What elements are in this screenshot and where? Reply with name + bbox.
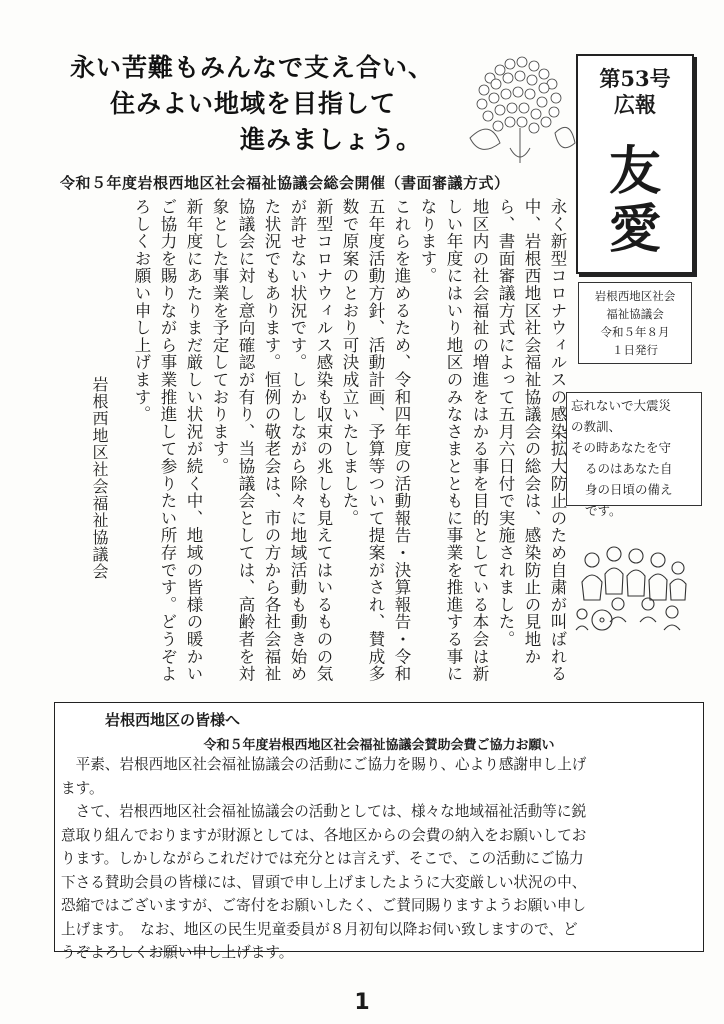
notice-line: うぞよろしくお願い申し上げます。 bbox=[61, 944, 294, 961]
article-paragraph: 地区内の社会福祉の増進をはかる事を目的としている本会は新しい年度にはいり地区のみなさまとともに事業を推進する事になります。 bbox=[418, 198, 489, 683]
disaster-line-1: 忘れないで大震災 bbox=[571, 398, 672, 413]
article-paragraph: これらを進めるため、令和四年度の活動報告・決算報告・令和五年度活動方針、活動計画、予算等ついて提案がされ、賛成多数で原案のとおり可決成立いたしました。 bbox=[340, 198, 411, 683]
donation-notice-box bbox=[54, 702, 704, 961]
disaster-reminder-box bbox=[566, 392, 702, 518]
article-paragraph: 新年度にあたりまだ厳しい状況が続く中、地域の皆様の暖かいご協力を賜りながら事業推進して参りたい所存です。どうぞよろしくお願い申し上げます。 bbox=[132, 198, 203, 683]
community-people-illustration bbox=[572, 542, 696, 634]
publisher-line-1: 岩根西地区社会 bbox=[594, 289, 676, 303]
article-title: 令和５年度岩根西地区社会福祉協議会総会開催（書面審議方式） bbox=[60, 174, 510, 192]
notice-line: 意取り組んでおりますが財源としては、各地区からの会費の納入をお願いしてお bbox=[61, 826, 587, 844]
disaster-line-5: 身の日頃の備え bbox=[585, 482, 673, 497]
notice-body bbox=[61, 753, 697, 965]
hydrangea-illustration bbox=[460, 48, 578, 166]
headline-line-2: 住みよい地域を目指して bbox=[110, 89, 397, 118]
headline bbox=[70, 50, 490, 158]
page-number: 1 bbox=[354, 990, 370, 1015]
article-paragraph: 新型コロナウィルス感染も収束の兆しも見えてはいるものの気が許せない状況です。しかしながら除々に地域活動も動き始めた状況でもあります。恒例の敬老会は、市の方から各社会福祉協議会に対し意向確認が有り、当協議会としては、高齢者を対象とした事業を予定しております。 bbox=[210, 198, 333, 683]
notice-line: ます。 bbox=[61, 779, 104, 797]
notice-line: 下さる賛助会員の皆様には、冒頭で申し上げましたように大変厳しい状況の中、 bbox=[61, 873, 587, 891]
notice-title: 令和５年度岩根西地区社会福祉協議会賛助会費ご協力お願い bbox=[203, 738, 555, 753]
headline-line-1: 永い苦難もみんなで支え合い、 bbox=[70, 53, 435, 82]
article-body bbox=[130, 198, 570, 698]
issue-number: 第53号 bbox=[599, 66, 671, 91]
notice-greeting: 岩根西地区の皆様へ bbox=[105, 711, 241, 729]
notice-line: 恐縮ではございますが、ご寄付をお願いしたく、ご賛同賜りますようお願い申し bbox=[61, 897, 587, 914]
newsletter-name-char-1: 友 bbox=[608, 141, 661, 202]
disaster-line-4: るのはあなた自 bbox=[585, 461, 673, 476]
disaster-line-2: の教訓、 bbox=[571, 419, 622, 434]
notice-line: 上げます。 なお、地区の民生児童委員が８月初旬以降お伺い致しますので、ど bbox=[61, 920, 578, 938]
disaster-line-3: その時あなたを守 bbox=[571, 440, 672, 455]
newsletter-name-char-2: 愛 bbox=[608, 199, 661, 260]
newsletter-title-box bbox=[576, 54, 694, 274]
issue-number-block bbox=[578, 66, 692, 118]
article-paragraph: 永く新型コロナウィルスの感染拡大防止のため自粛が叫ばれる中、岩根西地区社会福祉協議会の総会は、感染防止の見地から、書面審議方式によって五月六日付で実施されました。 bbox=[496, 198, 567, 683]
publish-date: 令和５年８月 bbox=[600, 325, 670, 339]
notice-line: 平素、岩根西地区社会福祉協議会の活動にご協力を賜り、心より感謝申し上げ bbox=[61, 756, 587, 773]
publisher-info-box bbox=[578, 282, 692, 364]
disaster-line-6: です。 bbox=[585, 503, 622, 518]
notice-line: さて、岩根西地区社会福祉協議会の活動としては、様々な地域福祉活動等に鋭 bbox=[61, 803, 587, 820]
headline-line-3: 進みましょう。 bbox=[240, 125, 423, 154]
notice-line: ります。しかしながらこれだけでは充分とは言えず、そこで、この活動にご協力 bbox=[61, 850, 584, 867]
newsletter-type: 広報 bbox=[614, 92, 656, 117]
article-signature: 岩根西地区社会福祉協議会 bbox=[90, 376, 109, 580]
publish-date-day: １日発行 bbox=[612, 343, 658, 357]
publisher-line-2: 福祉協議会 bbox=[606, 307, 664, 321]
